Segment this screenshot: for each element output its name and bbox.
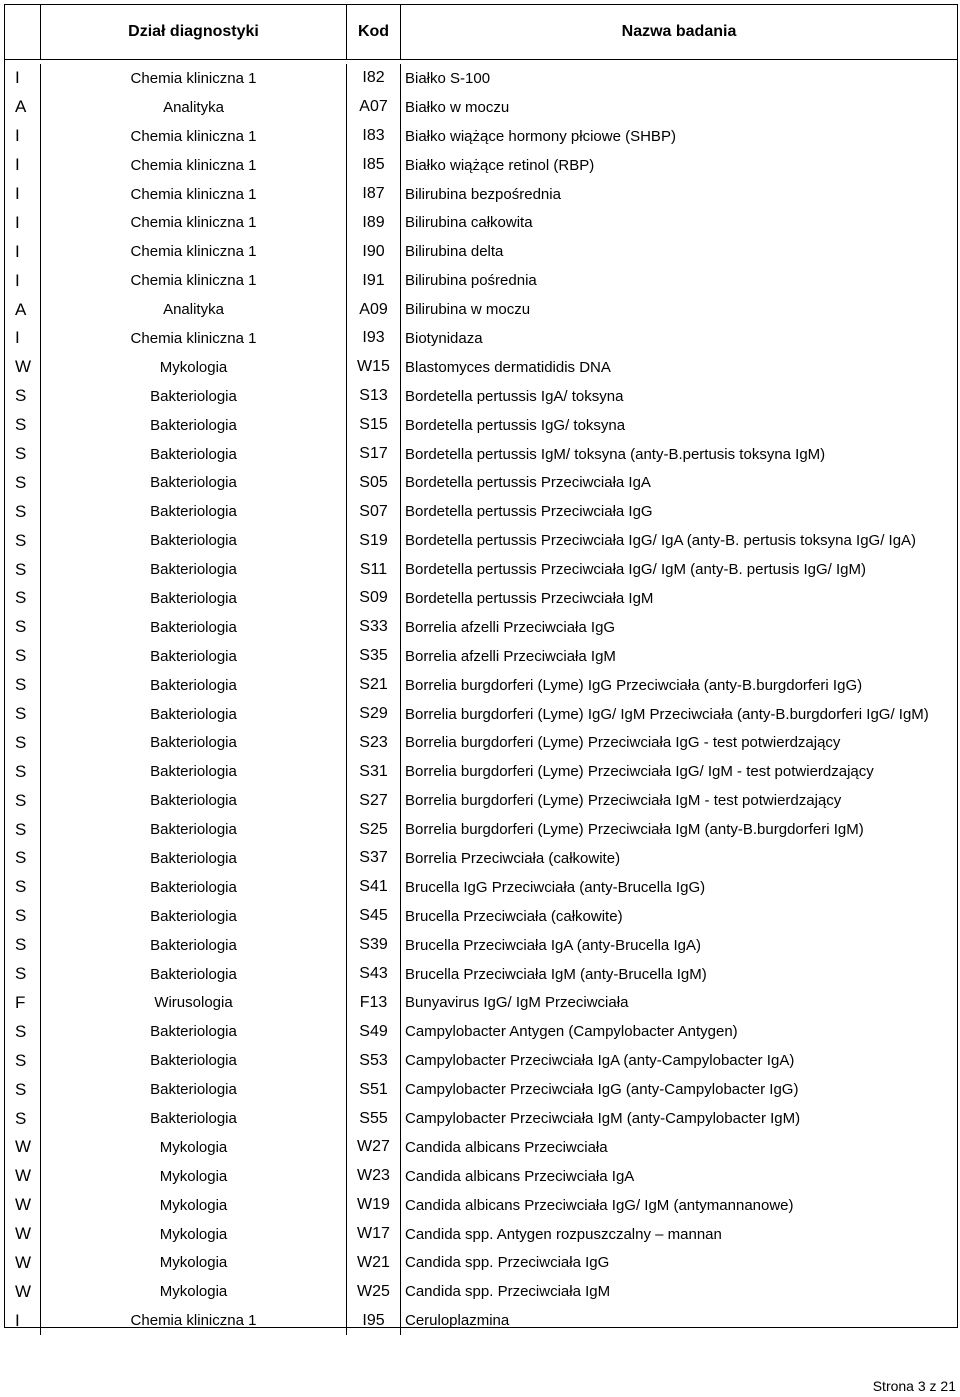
row-dept: Bakteriologia (41, 931, 347, 960)
row-dept: Chemia kliniczna 1 (41, 208, 347, 237)
row-letter: I (5, 324, 41, 353)
header-name: Nazwa badania (621, 23, 737, 40)
table-row (5, 873, 957, 902)
row-letter: S (5, 786, 41, 815)
row-letter: S (5, 555, 41, 584)
table-row (5, 642, 957, 671)
row-name: Blastomyces dermatididis DNA (405, 358, 611, 376)
table-row (5, 151, 957, 180)
row-dept: Bakteriologia (41, 642, 347, 671)
row-dept: Bakteriologia (41, 1017, 347, 1046)
row-name: Candida albicans Przeciwciała IgA (405, 1167, 635, 1185)
table-row (5, 1249, 957, 1278)
row-code: S13 (347, 382, 401, 411)
row-name: Bunyavirus IgG/ IgM Przeciwciała (405, 994, 629, 1012)
row-letter: A (5, 295, 41, 324)
table-row (5, 1306, 957, 1335)
row-name: Bordetella pertussis IgG/ toksyna (405, 416, 626, 434)
row-code: S41 (347, 873, 401, 902)
row-name: Biotynidaza (405, 329, 483, 347)
row-code: I87 (347, 180, 401, 209)
row-letter: S (5, 931, 41, 960)
row-name: Bilirubina pośrednia (405, 272, 537, 290)
table-row (5, 180, 957, 209)
table-row (5, 266, 957, 295)
table-row (5, 671, 957, 700)
row-code: S05 (347, 468, 401, 497)
row-letter: S (5, 1017, 41, 1046)
row-name: Borrelia burgdorferi (Lyme) Przeciwciała IgG - test potwierdzający (405, 734, 841, 752)
row-letter: S (5, 584, 41, 613)
row-code: S49 (347, 1017, 401, 1046)
row-code: A07 (347, 93, 401, 122)
row-dept: Bakteriologia (41, 815, 347, 844)
table-row (5, 1191, 957, 1220)
row-letter: A (5, 93, 41, 122)
table-row (5, 295, 957, 324)
table-row (5, 902, 957, 931)
row-dept: Chemia kliniczna 1 (41, 266, 347, 295)
row-name: Bordetella pertussis Przeciwciała IgA (405, 474, 651, 492)
row-code: S21 (347, 671, 401, 700)
row-letter: S (5, 960, 41, 989)
row-name: Candida albicans Przeciwciała IgG/ IgM (antymannanowe) (405, 1196, 794, 1214)
row-dept: Mykologia (41, 1191, 347, 1220)
row-name: Candida spp. Przeciwciała IgM (405, 1283, 611, 1301)
row-code: W15 (347, 353, 401, 382)
row-dept: Bakteriologia (41, 844, 347, 873)
row-letter: W (5, 1133, 41, 1162)
row-letter: W (5, 1220, 41, 1249)
row-dept: Bakteriologia (41, 671, 347, 700)
row-letter: I (5, 237, 41, 266)
row-dept: Bakteriologia (41, 1104, 347, 1133)
row-name: Borrelia afzelli Przeciwciała IgM (405, 647, 616, 665)
row-code: S35 (347, 642, 401, 671)
row-letter: S (5, 873, 41, 902)
row-name: Bordetella pertussis IgM/ toksyna (anty-B.pertusis toksyna IgM) (405, 445, 826, 463)
table-row (5, 93, 957, 122)
row-code: I82 (347, 64, 401, 93)
row-letter: W (5, 1277, 41, 1306)
row-dept: Bakteriologia (41, 960, 347, 989)
row-dept: Mykologia (41, 1162, 347, 1191)
row-dept: Mykologia (41, 1220, 347, 1249)
row-letter: S (5, 382, 41, 411)
row-code: W27 (347, 1133, 401, 1162)
row-code: I89 (347, 208, 401, 237)
row-letter: W (5, 353, 41, 382)
row-code: S23 (347, 728, 401, 757)
row-dept: Chemia kliniczna 1 (41, 324, 347, 353)
row-dept: Bakteriologia (41, 1075, 347, 1104)
row-code: S43 (347, 960, 401, 989)
row-code: S45 (347, 902, 401, 931)
row-letter: S (5, 815, 41, 844)
row-name: Białko wiążące hormony płciowe (SHBP) (405, 127, 676, 145)
row-code: S53 (347, 1046, 401, 1075)
row-name: Bordetella pertussis Przeciwciała IgG (405, 503, 653, 521)
row-code: W19 (347, 1191, 401, 1220)
row-letter: I (5, 122, 41, 151)
row-code: S09 (347, 584, 401, 613)
row-dept: Chemia kliniczna 1 (41, 1306, 347, 1335)
row-letter: S (5, 468, 41, 497)
table-row (5, 526, 957, 555)
row-name: Brucella Przeciwciała IgM (anty-Brucella IgM) (405, 965, 707, 983)
header-code: Kod (347, 5, 401, 59)
row-dept: Mykologia (41, 353, 347, 382)
row-dept: Chemia kliniczna 1 (41, 237, 347, 266)
row-dept: Bakteriologia (41, 757, 347, 786)
table-row (5, 382, 957, 411)
row-dept: Bakteriologia (41, 555, 347, 584)
row-name: Borrelia burgdorferi (Lyme) Przeciwciała IgM - test potwierdzający (405, 792, 842, 810)
row-letter: I (5, 151, 41, 180)
table-row (5, 960, 957, 989)
table-row (5, 1017, 957, 1046)
table-row (5, 815, 957, 844)
header-dept: Dział diagnostyki (41, 5, 347, 59)
row-letter: W (5, 1162, 41, 1191)
row-name: Ceruloplazmina (405, 1312, 510, 1330)
table-row (5, 1277, 957, 1306)
row-letter: I (5, 180, 41, 209)
row-letter: S (5, 757, 41, 786)
row-dept: Bakteriologia (41, 440, 347, 469)
row-code: S19 (347, 526, 401, 555)
row-code: S55 (347, 1104, 401, 1133)
row-dept: Mykologia (41, 1249, 347, 1278)
row-name: Bilirubina w moczu (405, 301, 531, 319)
table-row (5, 931, 957, 960)
table-row (5, 1162, 957, 1191)
row-dept: Wirusologia (41, 989, 347, 1018)
row-name: Campylobacter Przeciwciała IgM (anty-Campylobacter IgM) (405, 1110, 801, 1127)
row-letter: S (5, 642, 41, 671)
row-letter: F (5, 989, 41, 1018)
row-code: I85 (347, 151, 401, 180)
row-name: Borrelia burgdorferi (Lyme) Przeciwciała IgG/ IgM - test potwierdzający (405, 763, 874, 781)
row-code: S25 (347, 815, 401, 844)
row-dept: Analityka (41, 93, 347, 122)
table-row (5, 786, 957, 815)
row-letter: S (5, 700, 41, 729)
row-name: Białko wiążące retinol (RBP) (405, 156, 595, 174)
row-letter: S (5, 1075, 41, 1104)
row-dept: Bakteriologia (41, 526, 347, 555)
row-dept: Chemia kliniczna 1 (41, 151, 347, 180)
row-name: Bilirubina całkowita (405, 214, 533, 232)
row-code: I91 (347, 266, 401, 295)
row-dept: Bakteriologia (41, 902, 347, 931)
row-code: S15 (347, 411, 401, 440)
row-letter: S (5, 844, 41, 873)
row-code: S07 (347, 497, 401, 526)
row-code: I93 (347, 324, 401, 353)
table-row (5, 728, 957, 757)
row-letter: S (5, 1046, 41, 1075)
row-name: Brucella Przeciwciała (całkowite) (405, 907, 623, 925)
row-letter: S (5, 1104, 41, 1133)
row-letter: S (5, 440, 41, 469)
row-name: Białko S-100 (405, 69, 491, 87)
row-letter: W (5, 1191, 41, 1220)
row-dept: Chemia kliniczna 1 (41, 64, 347, 93)
row-name: Bordetella pertussis IgA/ toksyna (405, 387, 624, 405)
test-table (4, 4, 958, 1328)
table-row (5, 64, 957, 93)
row-dept: Mykologia (41, 1133, 347, 1162)
row-dept: Bakteriologia (41, 873, 347, 902)
table-row (5, 468, 957, 497)
row-code: S37 (347, 844, 401, 873)
row-dept: Bakteriologia (41, 382, 347, 411)
row-letter: S (5, 902, 41, 931)
row-dept: Bakteriologia (41, 728, 347, 757)
row-letter: I (5, 266, 41, 295)
row-name: Campylobacter Przeciwciała IgG (anty-Campylobacter IgG) (405, 1081, 799, 1099)
table-row (5, 613, 957, 642)
row-letter: I (5, 1306, 41, 1335)
row-name: Bilirubina delta (405, 243, 504, 261)
table-row (5, 1104, 957, 1133)
row-name: Bordetella pertussis Przeciwciała IgM (405, 589, 654, 607)
row-name: Borrelia burgdorferi (Lyme) Przeciwciała IgM (anty-B.burgdorferi IgM) (405, 821, 864, 839)
row-name: Campylobacter Antygen (Campylobacter Antygen) (405, 1023, 738, 1041)
row-dept: Chemia kliniczna 1 (41, 122, 347, 151)
row-code: A09 (347, 295, 401, 324)
table-row (5, 584, 957, 613)
row-code: I95 (347, 1306, 401, 1335)
row-letter: S (5, 497, 41, 526)
table-row (5, 1046, 957, 1075)
row-dept: Analityka (41, 295, 347, 324)
row-code: I90 (347, 237, 401, 266)
row-dept: Bakteriologia (41, 1046, 347, 1075)
table-row (5, 700, 957, 729)
table-body (4, 60, 958, 1328)
table-row (5, 122, 957, 151)
row-name: Borrelia afzelli Przeciwciała IgG (405, 618, 616, 636)
row-letter: I (5, 208, 41, 237)
row-code: S17 (347, 440, 401, 469)
table-row (5, 497, 957, 526)
row-code: S39 (347, 931, 401, 960)
row-letter: S (5, 613, 41, 642)
row-name: Candida albicans Przeciwciała (405, 1138, 608, 1156)
table-row (5, 208, 957, 237)
row-name: Brucella Przeciwciała IgA (anty-Brucella IgA) (405, 936, 701, 954)
row-code: S29 (347, 700, 401, 729)
table-row (5, 353, 957, 382)
row-code: W25 (347, 1277, 401, 1306)
row-letter: W (5, 1249, 41, 1278)
row-dept: Bakteriologia (41, 584, 347, 613)
row-letter: S (5, 728, 41, 757)
row-name: Borrelia Przeciwciała (całkowite) (405, 849, 621, 867)
row-name: Candida spp. Przeciwciała IgG (405, 1254, 610, 1272)
row-code: S11 (347, 555, 401, 584)
row-code: S31 (347, 757, 401, 786)
row-letter: S (5, 411, 41, 440)
row-name: Brucella IgG Przeciwciała (anty-Brucella IgG) (405, 878, 706, 896)
row-code: W17 (347, 1220, 401, 1249)
row-name: Białko w moczu (405, 98, 510, 116)
row-dept: Bakteriologia (41, 411, 347, 440)
page-number: Strona 3 z 21 (872, 1378, 956, 1394)
row-dept: Bakteriologia (41, 700, 347, 729)
row-code: I83 (347, 122, 401, 151)
table-row (5, 757, 957, 786)
table-row (5, 1133, 957, 1162)
row-dept: Bakteriologia (41, 786, 347, 815)
row-code: W21 (347, 1249, 401, 1278)
row-name: Borrelia burgdorferi (Lyme) IgG Przeciwciała (anty-B.burgdorferi IgG) (405, 676, 863, 694)
row-code: S27 (347, 786, 401, 815)
row-code: S51 (347, 1075, 401, 1104)
table-row (5, 1075, 957, 1104)
header-letter-cell (5, 5, 41, 59)
row-letter: S (5, 671, 41, 700)
row-letter: I (5, 64, 41, 93)
row-code: S33 (347, 613, 401, 642)
row-name: Campylobacter Przeciwciała IgA (anty-Campylobacter IgA) (405, 1052, 795, 1070)
row-name: Bordetella pertussis Przeciwciała IgG/ IgM (anty-B. pertusis IgG/ IgM) (405, 561, 866, 579)
row-code: F13 (347, 989, 401, 1018)
row-code: W23 (347, 1162, 401, 1191)
row-dept: Chemia kliniczna 1 (41, 180, 347, 209)
table-row (5, 989, 957, 1018)
row-letter: S (5, 526, 41, 555)
row-name: Bordetella pertussis Przeciwciała IgG/ IgA (anty-B. pertusis toksyna IgG/ IgA) (405, 532, 917, 550)
row-dept: Bakteriologia (41, 497, 347, 526)
row-dept: Bakteriologia (41, 468, 347, 497)
row-name: Borrelia burgdorferi (Lyme) IgG/ IgM Przeciwciała (anty-B.burgdorferi IgG/ IgM) (405, 705, 929, 723)
row-dept: Bakteriologia (41, 613, 347, 642)
table-row (5, 555, 957, 584)
table-row (5, 237, 957, 266)
table-row (5, 440, 957, 469)
table-row (5, 411, 957, 440)
table-row (5, 844, 957, 873)
row-name: Bilirubina bezpośrednia (405, 185, 561, 203)
table-row (5, 324, 957, 353)
row-dept: Mykologia (41, 1277, 347, 1306)
table-row (5, 1220, 957, 1249)
table-header (4, 4, 958, 60)
row-name: Candida spp. Antygen rozpuszczalny – mannan (405, 1225, 722, 1243)
